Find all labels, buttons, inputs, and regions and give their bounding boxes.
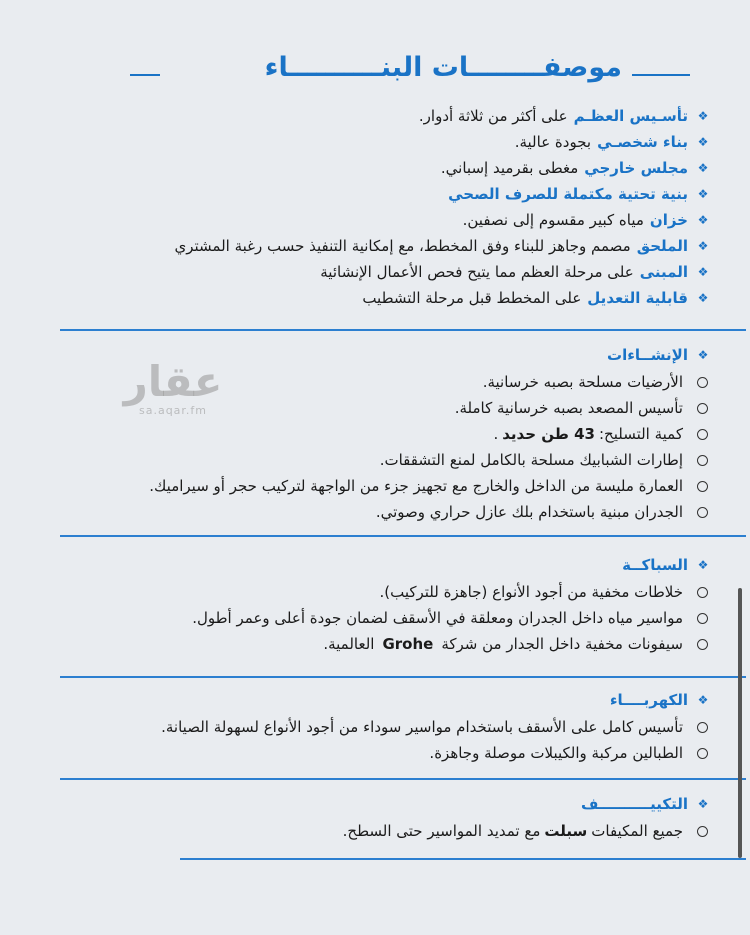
list-item-text: كمية التسليح: xyxy=(598,425,683,443)
intro-text: بجودة عالية. xyxy=(514,133,592,151)
list-item-text: الطبالين مركبة والكيبلات موصلة وجاهزة. xyxy=(429,744,683,762)
title-rule-left xyxy=(130,74,160,76)
intro-keyword: بناء شخصـي xyxy=(597,133,688,151)
circle-bullet-icon xyxy=(697,455,708,466)
watermark-url: sa.aqar.fm xyxy=(138,404,208,417)
intro-keyword: قابلية التعديل xyxy=(587,289,688,307)
intro-keyword: خزان xyxy=(649,211,688,229)
list-item xyxy=(30,395,710,421)
section-ac xyxy=(30,790,710,844)
list-item-text: تأسيس كامل على الأسقف باستخدام مواسير سوداء من أجود الأنواع لسهولة الصيانة. xyxy=(161,718,683,736)
circle-bullet-icon xyxy=(697,722,708,733)
intro-item xyxy=(50,207,710,233)
circle-bullet-icon xyxy=(697,826,708,837)
section-divider xyxy=(60,329,746,331)
circle-bullet-icon xyxy=(697,639,708,650)
list-item-text: الأرضيات مسلحة بصبه خرسانية. xyxy=(482,373,683,391)
diamond-bullet-icon: ❖ xyxy=(697,558,709,572)
diamond-bullet-icon: ❖ xyxy=(697,187,709,201)
circle-bullet-icon xyxy=(697,481,708,492)
diamond-bullet-icon: ❖ xyxy=(697,161,709,175)
intro-list xyxy=(50,103,710,311)
circle-bullet-icon xyxy=(697,587,708,598)
list-item xyxy=(30,369,710,395)
list-item-text: إطارات الشبابيك مسلحة بالكامل لمنع التشققات. xyxy=(379,451,683,469)
scrollbar[interactable] xyxy=(738,588,742,858)
diamond-bullet-icon: ❖ xyxy=(697,265,709,279)
intro-keyword: تأسـيس العظـم xyxy=(573,107,688,125)
section-heading-text: السباكــة xyxy=(622,556,688,574)
circle-bullet-icon xyxy=(697,748,708,759)
list-item xyxy=(30,473,710,499)
diamond-bullet-icon: ❖ xyxy=(697,348,709,362)
list-item xyxy=(30,818,710,844)
diamond-bullet-icon: ❖ xyxy=(697,693,709,707)
intro-item xyxy=(50,233,710,259)
intro-text: مصمم وجاهز للبناء وفق المخطط، مع إمكانية التنفيذ حسب رغبة المشتري xyxy=(174,237,631,255)
list-item-text: الجدران مبنية باستخدام بلك عازل حراري وصوتي. xyxy=(375,503,683,521)
section-divider xyxy=(60,535,746,537)
list-item xyxy=(30,579,710,605)
diamond-bullet-icon: ❖ xyxy=(697,213,709,227)
list-item-text: سيفونات مخفية داخل الجدار من شركة xyxy=(441,635,683,653)
section-divider xyxy=(180,858,746,860)
intro-keyword: مجلس خارجي xyxy=(584,159,688,177)
list-item-emphasis: 43 طن حديد xyxy=(502,425,595,443)
diamond-bullet-icon: ❖ xyxy=(697,239,709,253)
diamond-bullet-icon: ❖ xyxy=(697,109,709,123)
list-item xyxy=(30,499,710,525)
intro-keyword: بنية تحتية مكتملة للصرف الصحي xyxy=(448,185,688,203)
intro-keyword: الملحق xyxy=(636,237,688,255)
page-title: موصفــــــــات البنــــــــــاء xyxy=(264,52,622,83)
diamond-bullet-icon: ❖ xyxy=(697,797,709,811)
section-heading xyxy=(30,551,710,579)
list-item-suffix: مع تمديد المواسير حتى السطح. xyxy=(342,822,541,840)
intro-item xyxy=(50,285,710,311)
watermark-main: عقار xyxy=(123,357,223,406)
list-item-text: تأسيس المصعد بصبه خرسانية كاملة. xyxy=(454,399,683,417)
section-heading-text: الكهربــــاء xyxy=(609,691,688,709)
intro-keyword: المبنى xyxy=(639,263,688,281)
section-electrical xyxy=(30,686,710,766)
section-plumbing xyxy=(30,551,710,657)
circle-bullet-icon xyxy=(697,507,708,518)
section-divider xyxy=(60,676,746,678)
section-heading-text: التكييــــــــــف xyxy=(581,795,688,813)
intro-text: على أكثر من ثلاثة أدوار. xyxy=(418,107,568,125)
circle-bullet-icon xyxy=(697,429,708,440)
list-item xyxy=(30,714,710,740)
diamond-bullet-icon: ❖ xyxy=(697,135,709,149)
diamond-bullet-icon: ❖ xyxy=(697,291,709,305)
section-heading xyxy=(30,341,710,369)
circle-bullet-icon xyxy=(697,403,708,414)
section-heading xyxy=(30,686,710,714)
title-rule-right xyxy=(632,74,690,76)
circle-bullet-icon xyxy=(697,613,708,624)
list-item-emphasis: سبلت xyxy=(544,822,588,840)
list-item xyxy=(30,631,710,657)
list-item-suffix: العالمية. xyxy=(323,635,375,653)
section-heading xyxy=(30,790,710,818)
intro-item xyxy=(50,155,710,181)
intro-text: مياه كبير مقسوم إلى نصفين. xyxy=(462,211,644,229)
section-structure xyxy=(30,341,710,525)
list-item xyxy=(30,605,710,631)
intro-text: مغطى بقرميد إسباني. xyxy=(440,159,579,177)
intro-item xyxy=(50,181,710,207)
list-item xyxy=(30,447,710,473)
section-heading-text: الإنشــاءات xyxy=(607,346,688,364)
list-item-text: العمارة مليسة من الداخل والخارج مع تجهيز جزء من الواجهة لتركيب حجر أو سيراميك. xyxy=(149,477,683,495)
list-item-text: جميع المكيفات xyxy=(591,822,683,840)
intro-item xyxy=(50,129,710,155)
title-block xyxy=(130,52,690,92)
intro-item xyxy=(50,103,710,129)
list-item xyxy=(30,421,710,447)
list-item-suffix: . xyxy=(493,425,499,443)
list-item-text: خلاطات مخفية من أجود الأنواع (جاهزة للتركيب). xyxy=(379,583,683,601)
intro-text: على مرحلة العظم مما يتيح فحص الأعمال الإنشائية xyxy=(320,263,634,281)
intro-text: على المخطط قبل مرحلة التشطيب xyxy=(362,289,582,307)
list-item xyxy=(30,740,710,766)
intro-item xyxy=(50,259,710,285)
section-divider xyxy=(60,778,746,780)
circle-bullet-icon xyxy=(697,377,708,388)
list-item-text: مواسير مياه داخل الجدران ومعلقة في الأسقف لضمان جودة أعلى وعمر أطول. xyxy=(192,609,683,627)
list-item-emphasis: Grohe xyxy=(382,635,434,653)
